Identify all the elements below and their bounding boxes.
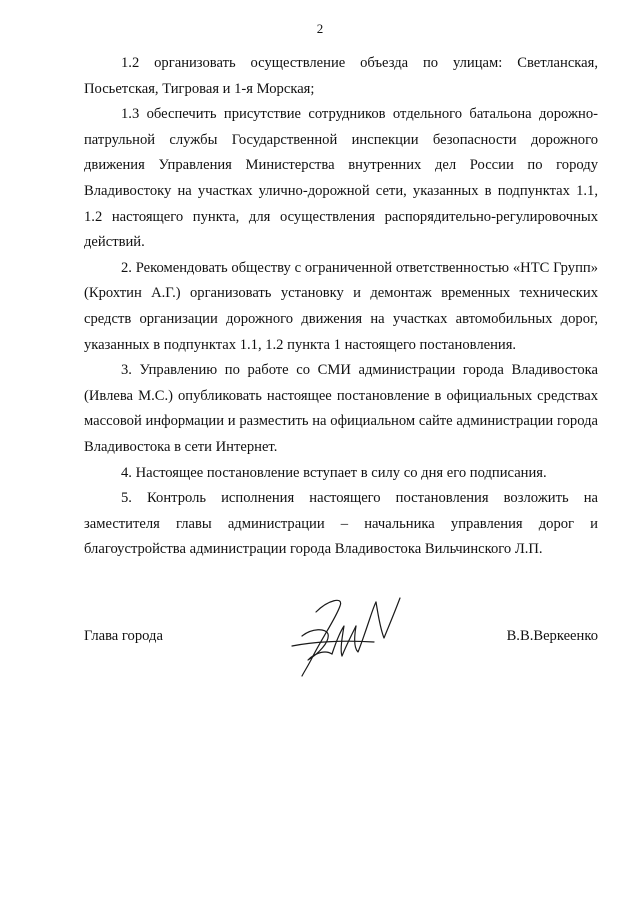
paragraph-2: 2. Рекомендовать обществу с ограниченной ответственностью «НТС Групп» (Крохтин А.Г.) организовать установку и демонтаж временных технических средств организации дорожного движения на участках автомобильных дорог, указанных в подпунктах 1.1, 1.2 пункта 1 настоящего постановления.	[84, 259, 598, 353]
paragraph-5: 5. Контроль исполнения настоящего постановления возложить на заместителя главы администрации – начальника управления дорог и благоустройства администрации города Владивостока Вильчинского Л.П.	[84, 490, 598, 558]
paragraph-3: 3. Управлению по работе со СМИ администрации города Владивостока (Ивлева М.С.) опубликовать настоящее постановление в официальных средствах массовой информации и разместить на официальном сайте администрации города Владивостока в сети Интернет.	[84, 362, 598, 455]
handwritten-signature	[282, 584, 412, 680]
signatory-title: Глава города	[84, 628, 163, 644]
document-body	[84, 51, 598, 563]
paragraph-4: 4. Настоящее постановление вступает в силу со дня его подписания.	[121, 464, 547, 481]
paragraph-1-2: 1.2 организовать осуществление объезда по улицам: Светланская, Посьетская, Тигровая и 1-я Морская;	[84, 55, 598, 97]
signatory-name: В.В.Веркеенко	[506, 628, 598, 644]
page-number: 2	[316, 21, 324, 36]
paragraph-1-3: 1.3 обеспечить присутствие сотрудников отдельного батальона дорожно-патрульной службы Государственной инспекции безопасности дорожного движения Управления Министерства внутренних дел России по городу Владивостоку на участках улично-дорожной сети, указанных в подпунктах 1.1, 1.2 настоящего пункта, для осуществления распорядительно-регулировочных действий.	[84, 106, 598, 251]
